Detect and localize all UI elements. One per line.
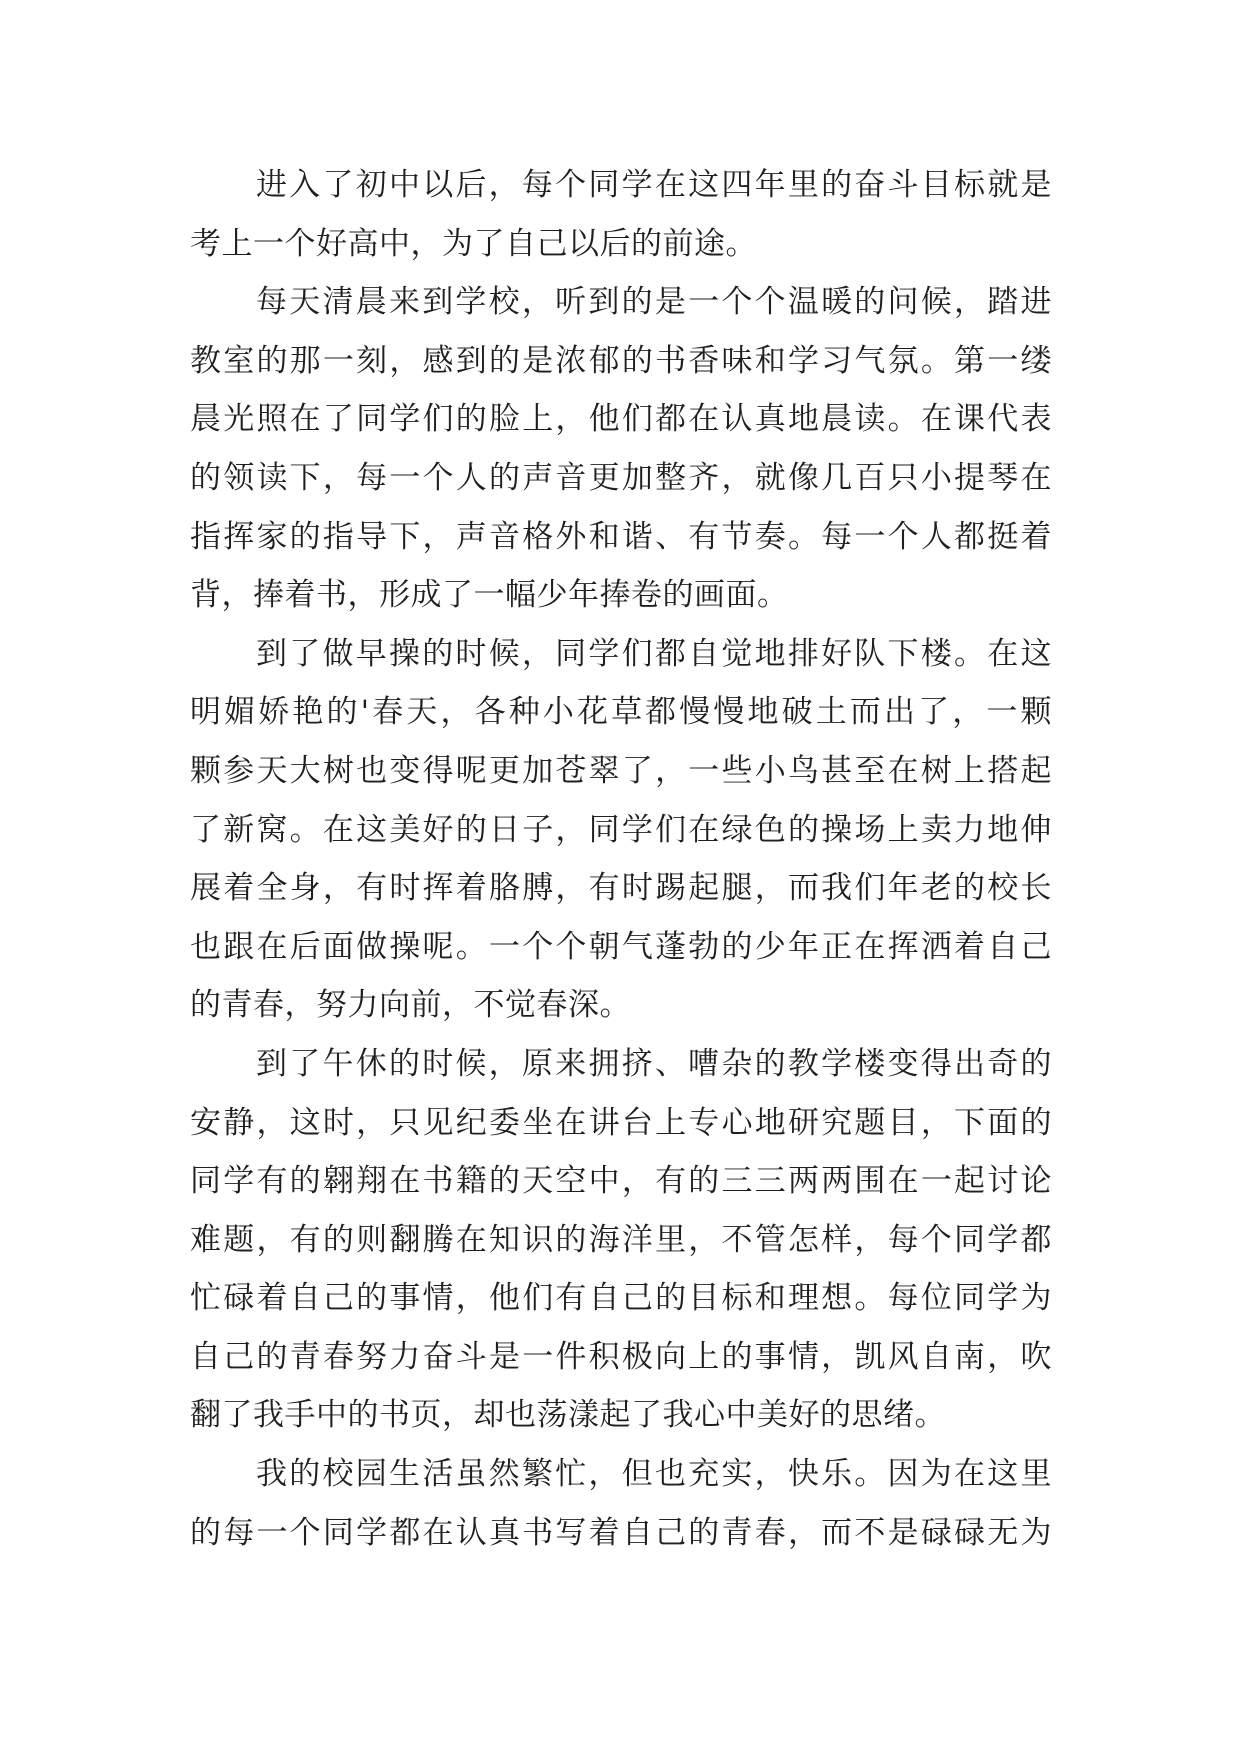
paragraph-3-line-5: 展着全身，有时挥着胳膊，有时踢起腿，而我们年老的校长 — [190, 870, 1052, 907]
paragraph-4-line-3: 同学有的翱翔在书籍的天空中，有的三三两两围在一起讨论 — [190, 1163, 1052, 1200]
paragraph-4-line-2: 安静，这时，只见纪委坐在讲台上专心地研究题目，下面的 — [190, 1104, 1052, 1141]
paragraph-3-line-3: 颗参天大树也变得呢更加苍翠了，一些小鸟甚至在树上搭起 — [190, 752, 1052, 789]
paragraph-4-line-4: 难题，有的则翻腾在知识的海洋里，不管怎样，每个同学都 — [190, 1221, 1052, 1258]
paragraph-2-line-4: 的领读下，每一个人的声音更加整齐，就像几百只小提琴在 — [190, 459, 1052, 496]
essay-body — [190, 156, 1052, 1562]
paragraph-4-line-1: 到了午休的时候，原来拥挤、嘈杂的教学楼变得出奇的 — [256, 1045, 1052, 1082]
paragraph-4-line-6: 自己的青春努力奋斗是一件积极向上的事情，凯风自南，吹 — [190, 1338, 1052, 1375]
paragraph-3-line-1: 到了做早操的时候，同学们都自觉地排好队下楼。在这 — [256, 635, 1052, 672]
paragraph-2-line-1: 每天清晨来到学校，听到的是一个个温暖的问候，踏进 — [256, 284, 1052, 321]
paragraph-1-line-1: 进入了初中以后，每个同学在这四年里的奋斗目标就是 — [256, 167, 1052, 203]
paragraph-1-line-2: 考上一个好高中，为了自己以后的前途。 — [190, 225, 757, 262]
paragraph-3-line-2: 明媚娇艳的'春天，各种小花草都慢慢地破土而出了，一颗 — [190, 694, 1052, 731]
paragraph-3-line-6: 也跟在后面做操呢。一个个朝气蓬勃的少年正在挥洒着自己 — [190, 928, 1052, 965]
paragraph-4-line-7: 翻了我手中的书页，却也荡漾起了我心中美好的思绪。 — [190, 1397, 946, 1434]
paragraph-2-line-5: 指挥家的指导下，声音格外和谐、有节奏。每一个人都挺着 — [190, 518, 1052, 555]
paragraph-3-line-7: 的青春，努力向前，不觉春深。 — [190, 987, 631, 1024]
paragraph-4-line-5: 忙碌着自己的事情，他们有自己的目标和理想。每位同学为 — [190, 1280, 1052, 1317]
paragraph-2-line-6: 背，捧着书，形成了一幅少年捧卷的画面。 — [190, 577, 789, 614]
paragraph-5-line-2: 的每一个同学都在认真书写着自己的青春，而不是碌碌无为 — [190, 1514, 1052, 1551]
paragraph-2-line-2: 教室的那一刻，感到的是浓郁的书香味和学习气氛。第一缕 — [190, 342, 1052, 379]
paragraph-5-line-1: 我的校园生活虽然繁忙，但也充实，快乐。因为在这里 — [256, 1456, 1052, 1493]
paragraph-3-line-4: 了新窝。在这美好的日子，同学们在绿色的操场上卖力地伸 — [190, 811, 1052, 848]
paragraph-2-line-3: 晨光照在了同学们的脸上，他们都在认真地晨读。在课代表 — [190, 401, 1052, 438]
